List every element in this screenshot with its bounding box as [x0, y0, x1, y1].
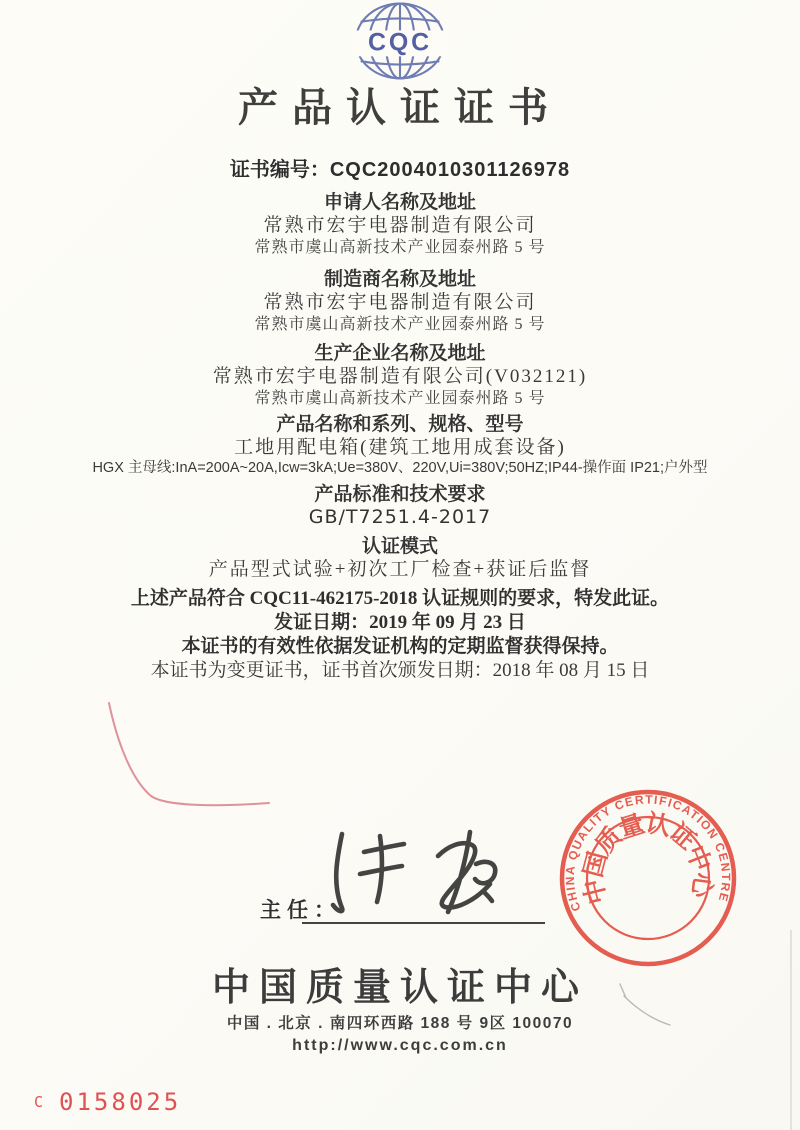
standard-value: GB/T7251.4-2017 — [308, 506, 492, 528]
issue-date: 发证日期：2019 年 09 月 23 日 — [274, 612, 526, 633]
red-pen-mark — [95, 693, 295, 818]
stamp-ring-text: CHINA QUALITY CERTIFICATION CENTRE — [562, 792, 734, 914]
factory-name: 常熟市宏宇电器制造有限公司(V032121) — [212, 366, 588, 387]
validity-statement: 本证书的有效性依据发证机构的定期监督获得保持。 — [181, 636, 619, 657]
factory-heading: 生产企业名称及地址 — [314, 343, 486, 364]
certificate-number-line — [0, 158, 800, 182]
issuer-address: 中国 . 北京 . 南四环西路 188 号 9区 100070 — [226, 1015, 574, 1032]
serial-number — [34, 1088, 181, 1116]
product-heading: 产品名称和系列、规格、型号 — [276, 414, 524, 435]
change-note: 本证书为变更证书，证书首次颁发日期：2018 年 08 月 15 日 — [150, 660, 650, 681]
product-spec: HGX 主母线:InA=200A~20A,Icw=3kA;Ue=380V、220V,Ui=380V;50HZ;IP44-操作面 IP21;户外型 — [92, 460, 708, 476]
applicant-heading: 申请人名称及地址 — [323, 192, 476, 213]
issuer-url: http://www.cqc.com.cn — [292, 1037, 508, 1054]
product-name: 工地用配电箱(建筑工地用成套设备) — [234, 437, 566, 458]
serial-prefix: C — [34, 1093, 44, 1111]
cqc-logo — [0, 0, 800, 82]
page-title: 产品认证证书 — [238, 86, 562, 130]
applicant-address: 常熟市虞山高新技术产业园泰州路 5 号 — [254, 239, 546, 256]
logo-text: CQC — [367, 28, 433, 57]
cqc-seal-stamp — [553, 783, 743, 973]
mode-heading: 认证模式 — [361, 536, 438, 557]
manufacturer-name: 常熟市宏宇电器制造有限公司 — [263, 292, 537, 313]
mode-value: 产品型式试验+初次工厂检查+获证后监督 — [208, 559, 592, 580]
director-label: 主任： — [260, 898, 341, 922]
certificate-number: CQC2004010301126978 — [329, 159, 571, 181]
scan-edge-line — [790, 930, 792, 1130]
factory-address: 常熟市虞山高新技术产业园泰州路 5 号 — [254, 390, 546, 407]
compliance-statement: 上述产品符合 CQC11-462175-2018 认证规则的要求，特发此证。 — [130, 588, 670, 609]
applicant-name: 常熟市宏宇电器制造有限公司 — [263, 215, 537, 236]
standard-heading: 产品标准和技术要求 — [314, 484, 486, 505]
certificate-number-label: 证书编号： — [229, 159, 330, 181]
globe-icon — [352, 0, 448, 82]
serial-digits: 0158025 — [59, 1088, 182, 1116]
manufacturer-heading: 制造商名称及地址 — [323, 269, 476, 290]
stamp-inner-text: 中国质量认证中心 — [579, 810, 717, 907]
issuer-name: 中国质量认证中心 — [211, 967, 588, 1009]
manufacturer-address: 常熟市虞山高新技术产业园泰州路 5 号 — [254, 316, 546, 333]
handwritten-signature — [318, 822, 533, 922]
